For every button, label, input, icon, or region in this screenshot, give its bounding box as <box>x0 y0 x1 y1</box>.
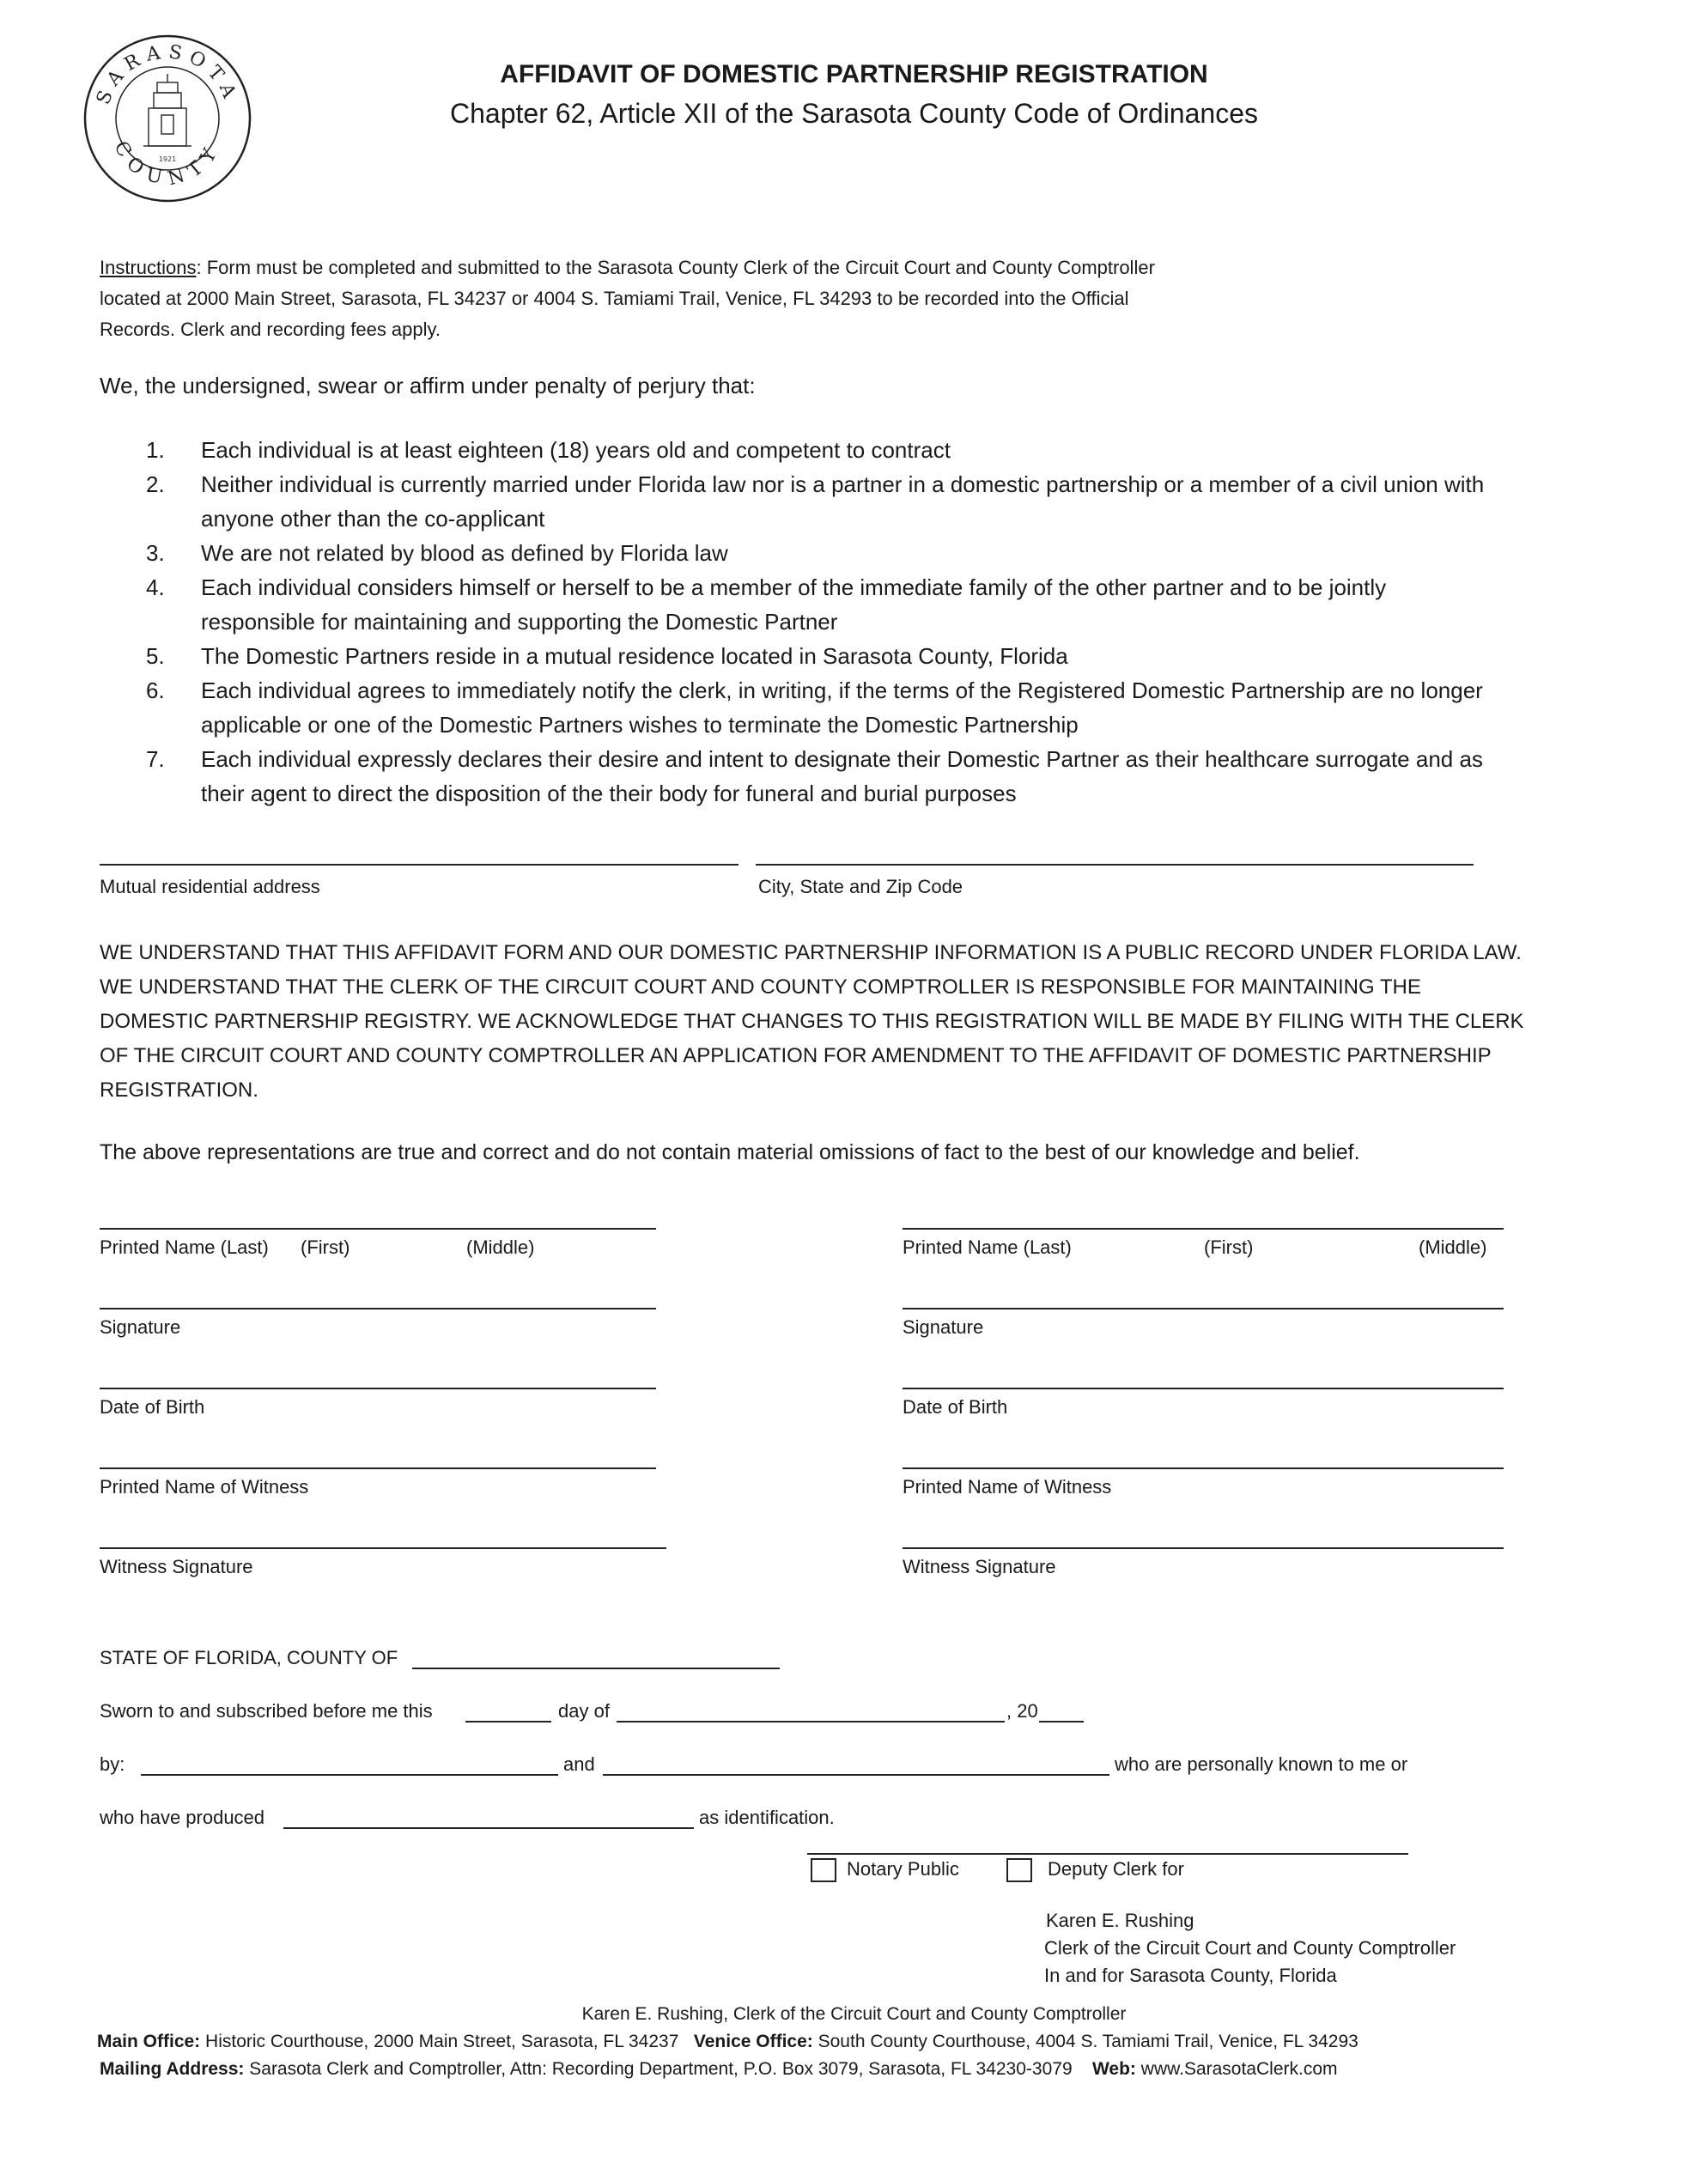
partner1-witness-signature-field[interactable] <box>100 1547 666 1549</box>
list-item <box>146 467 1503 536</box>
identification-field[interactable] <box>283 1827 694 1829</box>
list-item <box>146 536 1503 570</box>
partner2-name-field[interactable] <box>903 1228 1504 1230</box>
intro-statement: We, the undersigned, swear or affirm under penalty of perjury that: <box>100 373 756 398</box>
partner2-signature-field[interactable] <box>903 1308 1504 1309</box>
notary-signature-field[interactable] <box>807 1853 1408 1855</box>
list-text: Each individual expressly declares their desire and intent to designate their Domestic Partner as their healthcare surrogate and as their agent to direct the disposition of the their body for funeral and burial purposes <box>201 746 1483 806</box>
and-label: and <box>563 1753 595 1775</box>
footer-web-link[interactable]: www.SarasotaClerk.com <box>1135 2059 1338 2079</box>
partner2-name-first-label: (First) <box>1204 1236 1254 1258</box>
list-text: Each individual is at least eighteen (18) years old and competent to contract <box>201 437 951 463</box>
seal-bottom-text: COUNTY <box>109 137 226 191</box>
list-number: 3. <box>146 540 165 566</box>
instructions-text: : Form must be completed and submitted to the Sarasota County Clerk of the Circuit Court and County Comptroller located at 2000 Main Street, Sarasota, FL 34237 or 4004 S. Tamiami Trail, Venice, FL 34293 to be recorded into the Official Records. Clerk and recording fees apply. <box>100 257 1155 340</box>
produced-label: who have produced <box>100 1807 265 1828</box>
partner1-witness-name-label: Printed Name of Witness <box>100 1476 309 1498</box>
seal-year: 1921 <box>158 155 177 163</box>
notary-public-label: Notary Public <box>847 1858 959 1880</box>
instructions <box>100 252 1182 345</box>
list-text: Neither individual is currently married under Florida law nor is a partner in a domestic partnership or a member of a civil union with anyone other than the co-applicant <box>201 471 1485 532</box>
footer-mailing-text: Sarasota Clerk and Comptroller, Attn: Recording Department, P.O. Box 3079, Sarasota, FL 34230-3079 <box>244 2059 1073 2079</box>
instructions-label: Instructions <box>100 257 197 278</box>
clerk-title: Clerk of the Circuit Court and County Comptroller <box>1044 1937 1456 1959</box>
list-number: 6. <box>146 677 165 703</box>
partner1-name-field[interactable] <box>100 1228 656 1230</box>
day-field[interactable] <box>465 1721 551 1723</box>
partner2-witness-name-field[interactable] <box>903 1467 1504 1469</box>
as-identification-label: as identification. <box>699 1807 835 1828</box>
partner1-witness-name-field[interactable] <box>100 1467 656 1469</box>
partner1-name-middle-label: (Middle) <box>466 1236 535 1258</box>
footer-offices <box>97 2032 1358 2052</box>
party1-name-field[interactable] <box>141 1774 558 1776</box>
day-of-label: day of <box>558 1700 610 1722</box>
footer-web-label: Web: <box>1091 2059 1136 2079</box>
list-text: Each individual considers himself or herself to be a member of the immediate family of the other partner and to be jointly responsible for maintaining and supporting the Domestic Partner <box>201 574 1387 635</box>
partner2-dob-field[interactable] <box>903 1388 1504 1389</box>
mutual-address-field[interactable] <box>100 864 739 866</box>
clerk-county: In and for Sarasota County, Florida <box>1044 1965 1337 1986</box>
party2-name-field[interactable] <box>603 1774 1109 1776</box>
partner2-witness-signature-field[interactable] <box>903 1547 1504 1549</box>
form-subtitle: Chapter 62, Article XII of the Sarasota County Code of Ordinances <box>450 98 1258 129</box>
partner2-signature-label: Signature <box>903 1316 984 1338</box>
partner1-witness-signature-label: Witness Signature <box>100 1556 253 1577</box>
acknowledgement-statement: WE UNDERSTAND THAT THIS AFFIDAVIT FORM AND OUR DOMESTIC PARTNERSHIP INFORMATION IS A PUBLIC RECORD UNDER FLORIDA LAW. WE UNDERSTAND THAT THE CLERK OF THE CIRCUIT COURT AND COUNTY COMPTROLLER IS RESPONSIBLE FOR MAINTAINING THE DOMESTIC PARTNERSHIP REGISTRY. WE ACKNOWLEDGE THAT CHANGES TO THIS REGISTRATION WILL BE MADE BY FILING WITH THE CLERK OF THE CIRCUIT COURT AND COUNTY COMPTROLLER AN APPLICATION FOR AMENDMENT TO THE AFFIDAVIT OF DOMESTIC PARTNERSHIP REGISTRATION. <box>100 941 1524 1102</box>
list-number: 7. <box>146 746 165 772</box>
by-label: by: <box>100 1753 125 1775</box>
partner2-dob-label: Date of Birth <box>903 1396 1008 1418</box>
list-number: 1. <box>146 437 165 463</box>
list-item <box>146 433 1503 467</box>
deputy-clerk-checkbox[interactable] <box>1006 1858 1032 1882</box>
city-state-zip-field[interactable] <box>756 864 1474 866</box>
conditions-list <box>146 433 1503 811</box>
partner1-dob-label: Date of Birth <box>100 1396 205 1418</box>
partner1-signature-field[interactable] <box>100 1308 656 1309</box>
list-text: Each individual agrees to immediately notify the clerk, in writing, if the terms of the Registered Domestic Partnership are no longer applicable or one of the Domestic Partners wishes to terminate the Domestic Partnership <box>201 677 1483 738</box>
year-field[interactable] <box>1039 1721 1084 1723</box>
year-prefix-label: , 20 <box>1006 1700 1038 1722</box>
list-number: 5. <box>146 643 165 669</box>
partner1-dob-field[interactable] <box>100 1388 656 1389</box>
partner2-witness-name-label: Printed Name of Witness <box>903 1476 1112 1498</box>
list-item <box>146 639 1503 673</box>
footer-main-text: Historic Courthouse, 2000 Main Street, Sarasota, FL 34237 <box>200 2032 679 2051</box>
state-county-label: STATE OF FLORIDA, COUNTY OF <box>100 1647 398 1668</box>
footer-venice-label: Venice Office: <box>693 2032 813 2051</box>
known-label: who are personally known to me or <box>1115 1753 1408 1775</box>
sworn-label: Sworn to and subscribed before me this <box>100 1700 433 1722</box>
list-item <box>146 570 1503 639</box>
partner1-name-first-label: (First) <box>301 1236 350 1258</box>
footer-venice-text: South County Courthouse, 4004 S. Tamiami Trail, Venice, FL 34293 <box>812 2032 1358 2051</box>
list-text: The Domestic Partners reside in a mutual residence located in Sarasota County, Florida <box>201 643 1068 669</box>
partner2-name-last-label: Printed Name (Last) <box>903 1236 1072 1258</box>
notary-public-checkbox[interactable] <box>811 1858 836 1882</box>
list-number: 4. <box>146 574 165 600</box>
footer-main-label: Main Office: <box>97 2032 201 2051</box>
partner2-witness-signature-label: Witness Signature <box>903 1556 1056 1577</box>
footer-mailing <box>100 2059 1338 2080</box>
city-state-zip-label: City, State and Zip Code <box>758 876 963 897</box>
county-field[interactable] <box>412 1668 780 1669</box>
partner2-name-middle-label: (Middle) <box>1419 1236 1487 1258</box>
deputy-clerk-label: Deputy Clerk for <box>1048 1858 1184 1880</box>
representation-statement: The above representations are true and correct and do not contain material omissions of fact to the best of our knowledge and belief. <box>100 1140 1360 1164</box>
partner1-name-last-label: Printed Name (Last) <box>100 1236 269 1258</box>
form-title: AFFIDAVIT OF DOMESTIC PARTNERSHIP REGISTRATION <box>500 60 1208 88</box>
footer-mailing-label: Mailing Address: <box>100 2059 245 2079</box>
seal-top-text: SARASOTA <box>93 41 243 108</box>
list-item <box>146 673 1503 742</box>
list-item <box>146 742 1503 811</box>
mutual-address-label: Mutual residential address <box>100 876 320 897</box>
list-text: We are not related by blood as defined by Florida law <box>201 540 728 566</box>
clerk-name: Karen E. Rushing <box>1046 1910 1194 1931</box>
footer-clerk-line: Karen E. Rushing, Clerk of the Circuit Court and County Comptroller <box>581 2004 1127 2024</box>
partner1-signature-label: Signature <box>100 1316 181 1338</box>
month-field[interactable] <box>617 1721 1005 1723</box>
list-number: 2. <box>146 471 165 497</box>
